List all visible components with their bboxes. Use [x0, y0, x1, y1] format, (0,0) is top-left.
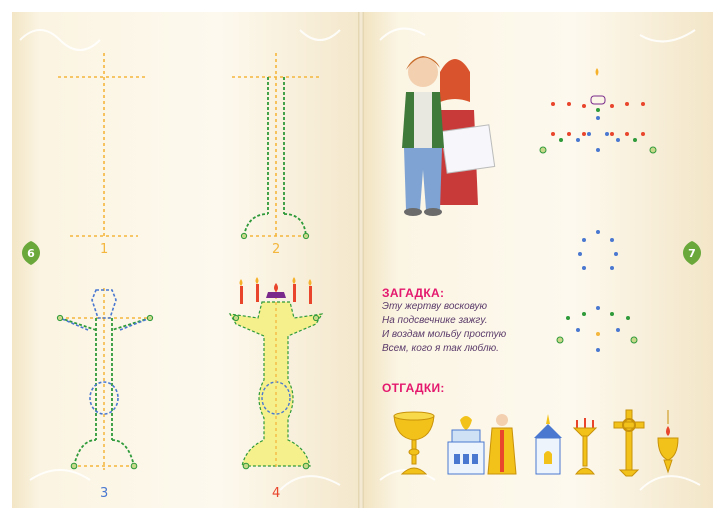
candlestick-icon: [574, 418, 596, 474]
church-icon: [448, 416, 484, 474]
page-number-text: 6: [27, 246, 35, 260]
riddle-line: И воздам мольбу простую: [382, 329, 507, 340]
riddle-line: На подсвечнике зажгу.: [382, 315, 488, 326]
priest-icon: [488, 414, 516, 474]
cross-icon: [614, 410, 644, 476]
riddle-line: Всем, кого я так люблю.: [382, 343, 499, 354]
riddle-title: ЗАГАДКА:: [382, 286, 445, 300]
step-1-number: 1: [100, 242, 109, 257]
step-3-number: 3: [100, 486, 109, 501]
page-number-text: 7: [688, 246, 696, 260]
answers-title: ОТГАДКИ:: [382, 381, 445, 395]
chapel-icon: [534, 414, 562, 474]
lamp-icon: [658, 410, 678, 472]
riddle-line: Эту жертву восковую: [382, 301, 488, 312]
chalice-icon: [394, 412, 434, 474]
step-4-number: 4: [272, 486, 281, 501]
step-2-number: 2: [272, 242, 281, 257]
